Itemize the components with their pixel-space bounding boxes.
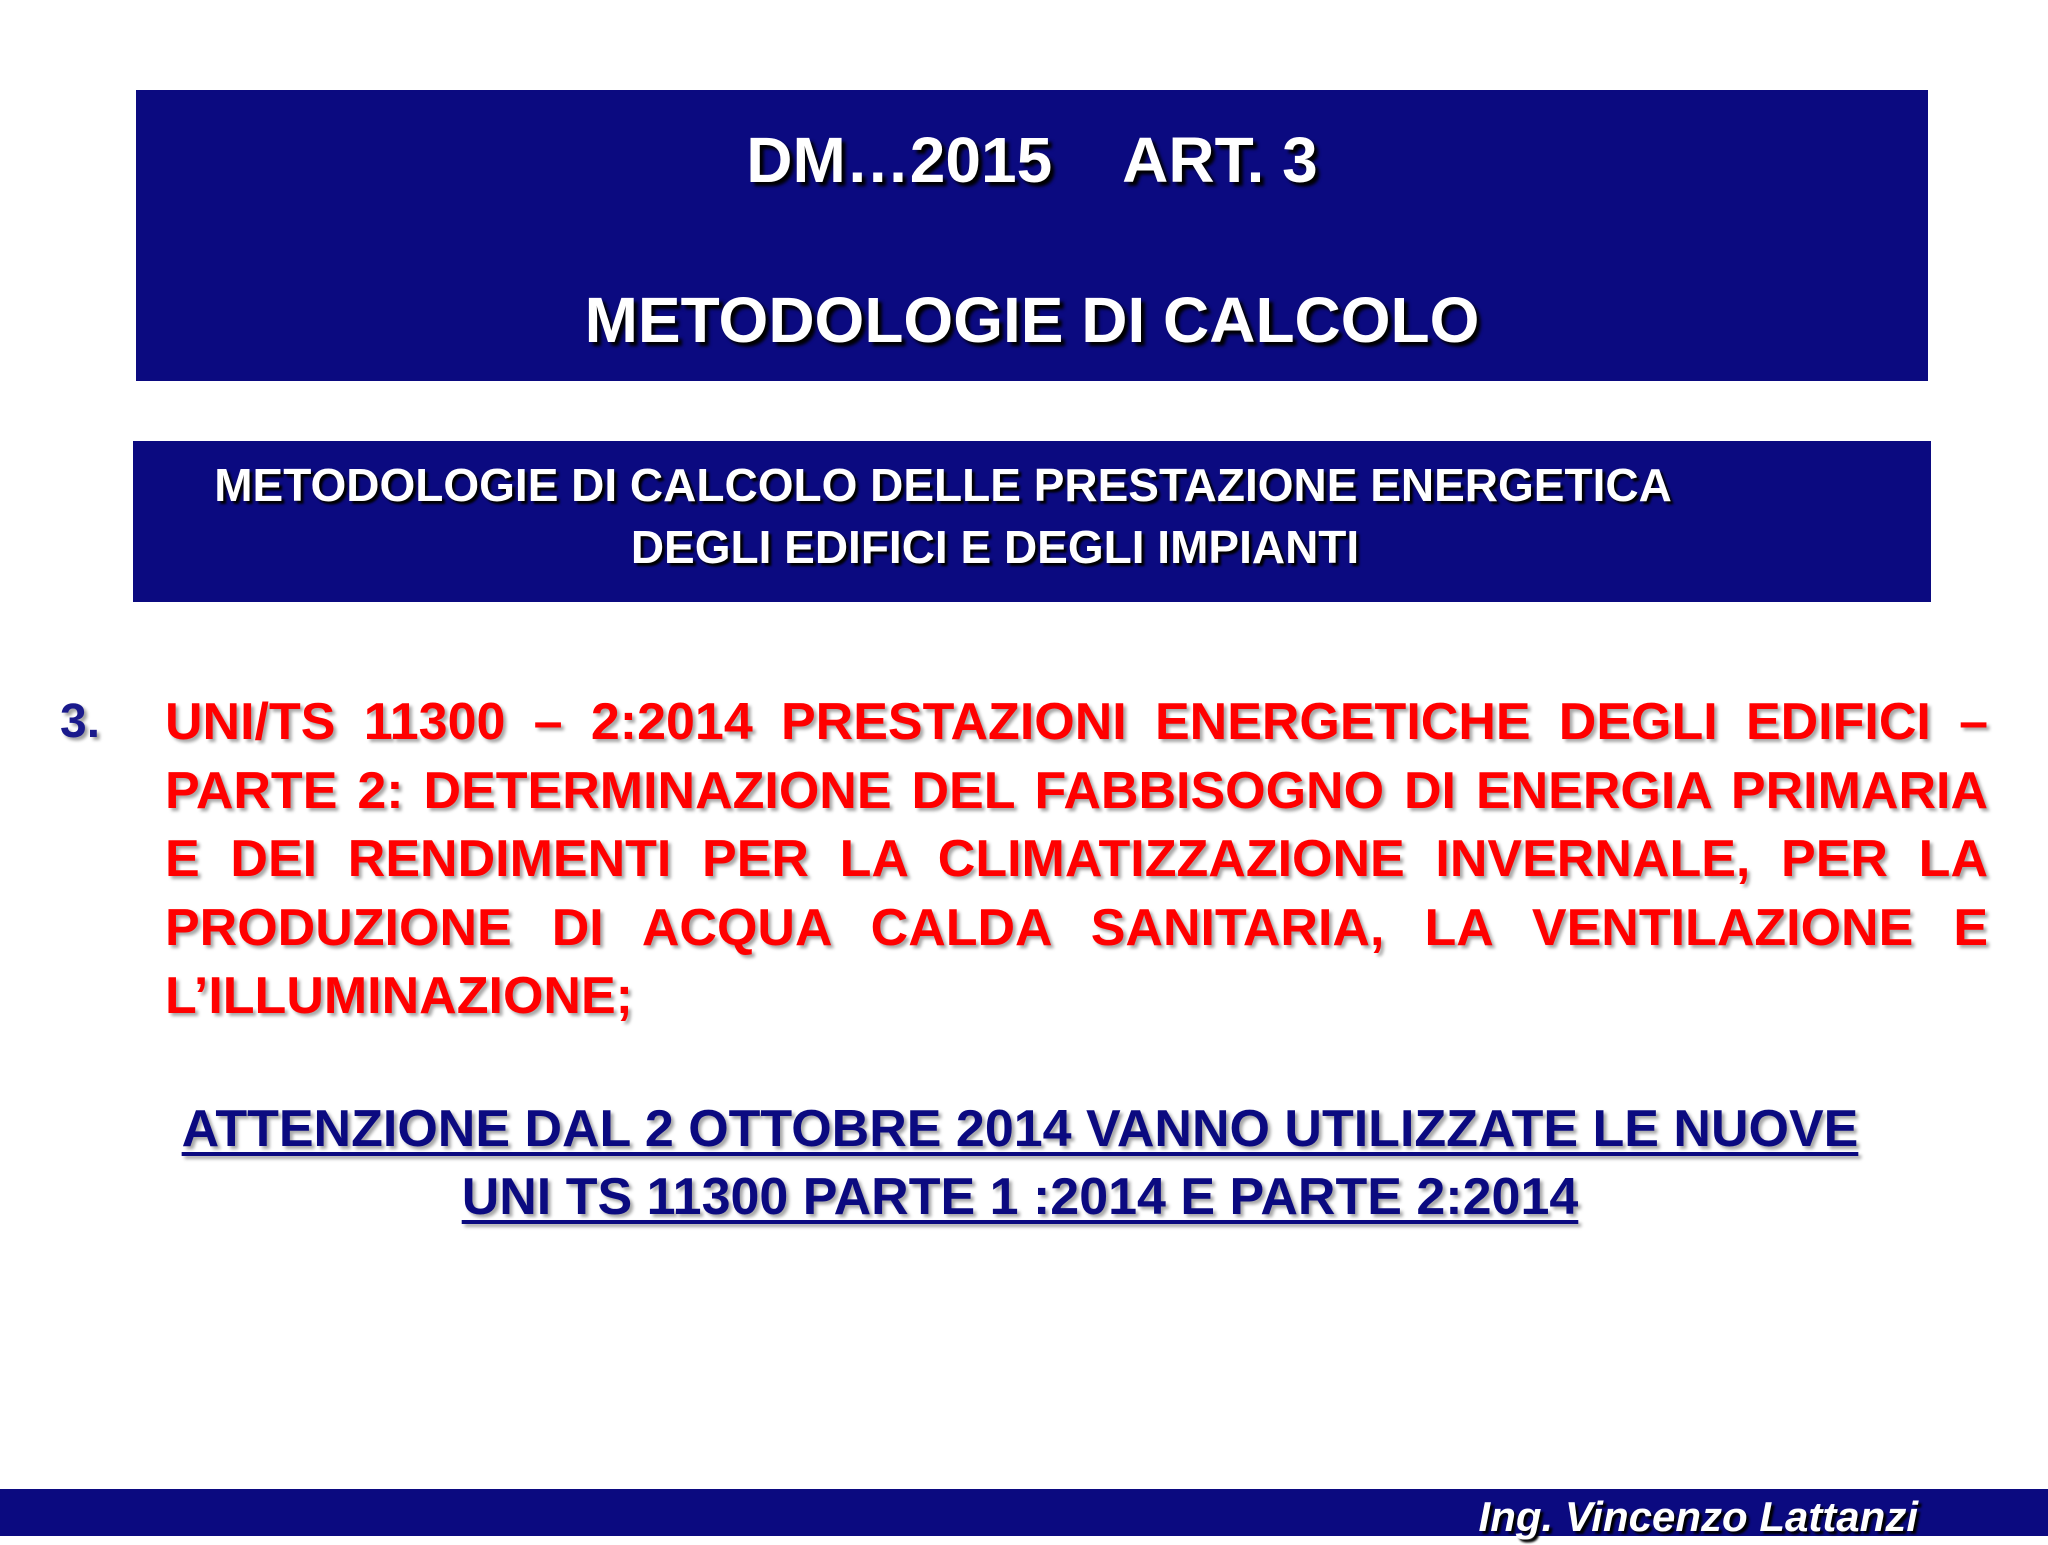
list-item-number: 3. [60,695,101,748]
attention-line-2: UNI TS 11300 PARTE 1 :2014 E PARTE 2:2014 [461,1168,1579,1226]
title-decree: DM…2015 [746,124,1053,196]
list-item-text: UNI/TS 11300 – 2:2014 PRESTAZIONI ENERGETICHE DEGLI EDIFICI – PARTE 2: DETERMINAZIONE DEL FABBISOGNO DI ENERGIA PRIMARIA E DEI RENDIMENTI PER LA CLIMATIZZAZIONE INVERNALE, PER LA PRODUZIONE DI ACQUA CALDA SANITARIA, LA VENTILAZIONE E L’ILLUMINAZIONE; [165,693,1988,1025]
footer-bar [0,1489,2048,1540]
title-article: ART. 3 [1122,124,1318,196]
attention-line-1: ATTENZIONE DAL 2 OTTOBRE 2014 VANNO UTILIZZATE LE NUOVE [181,1100,1859,1158]
subtitle-line-1: METODOLOGIE DI CALCOLO DELLE PRESTAZIONE ENERGETICA [214,459,1672,511]
subtitle-line-2: DEGLI EDIFICI E DEGLI IMPIANTI [630,521,1360,573]
attention-note [80,1095,1960,1231]
footer-author: Ing. Vincenzo Lattanzi [1478,1493,1918,1540]
slide-heading: METODOLOGIE DI CALCOLO [584,284,1480,356]
subtitle-banner [133,441,1931,602]
slide-title [136,120,1928,200]
title-banner [136,90,1928,381]
